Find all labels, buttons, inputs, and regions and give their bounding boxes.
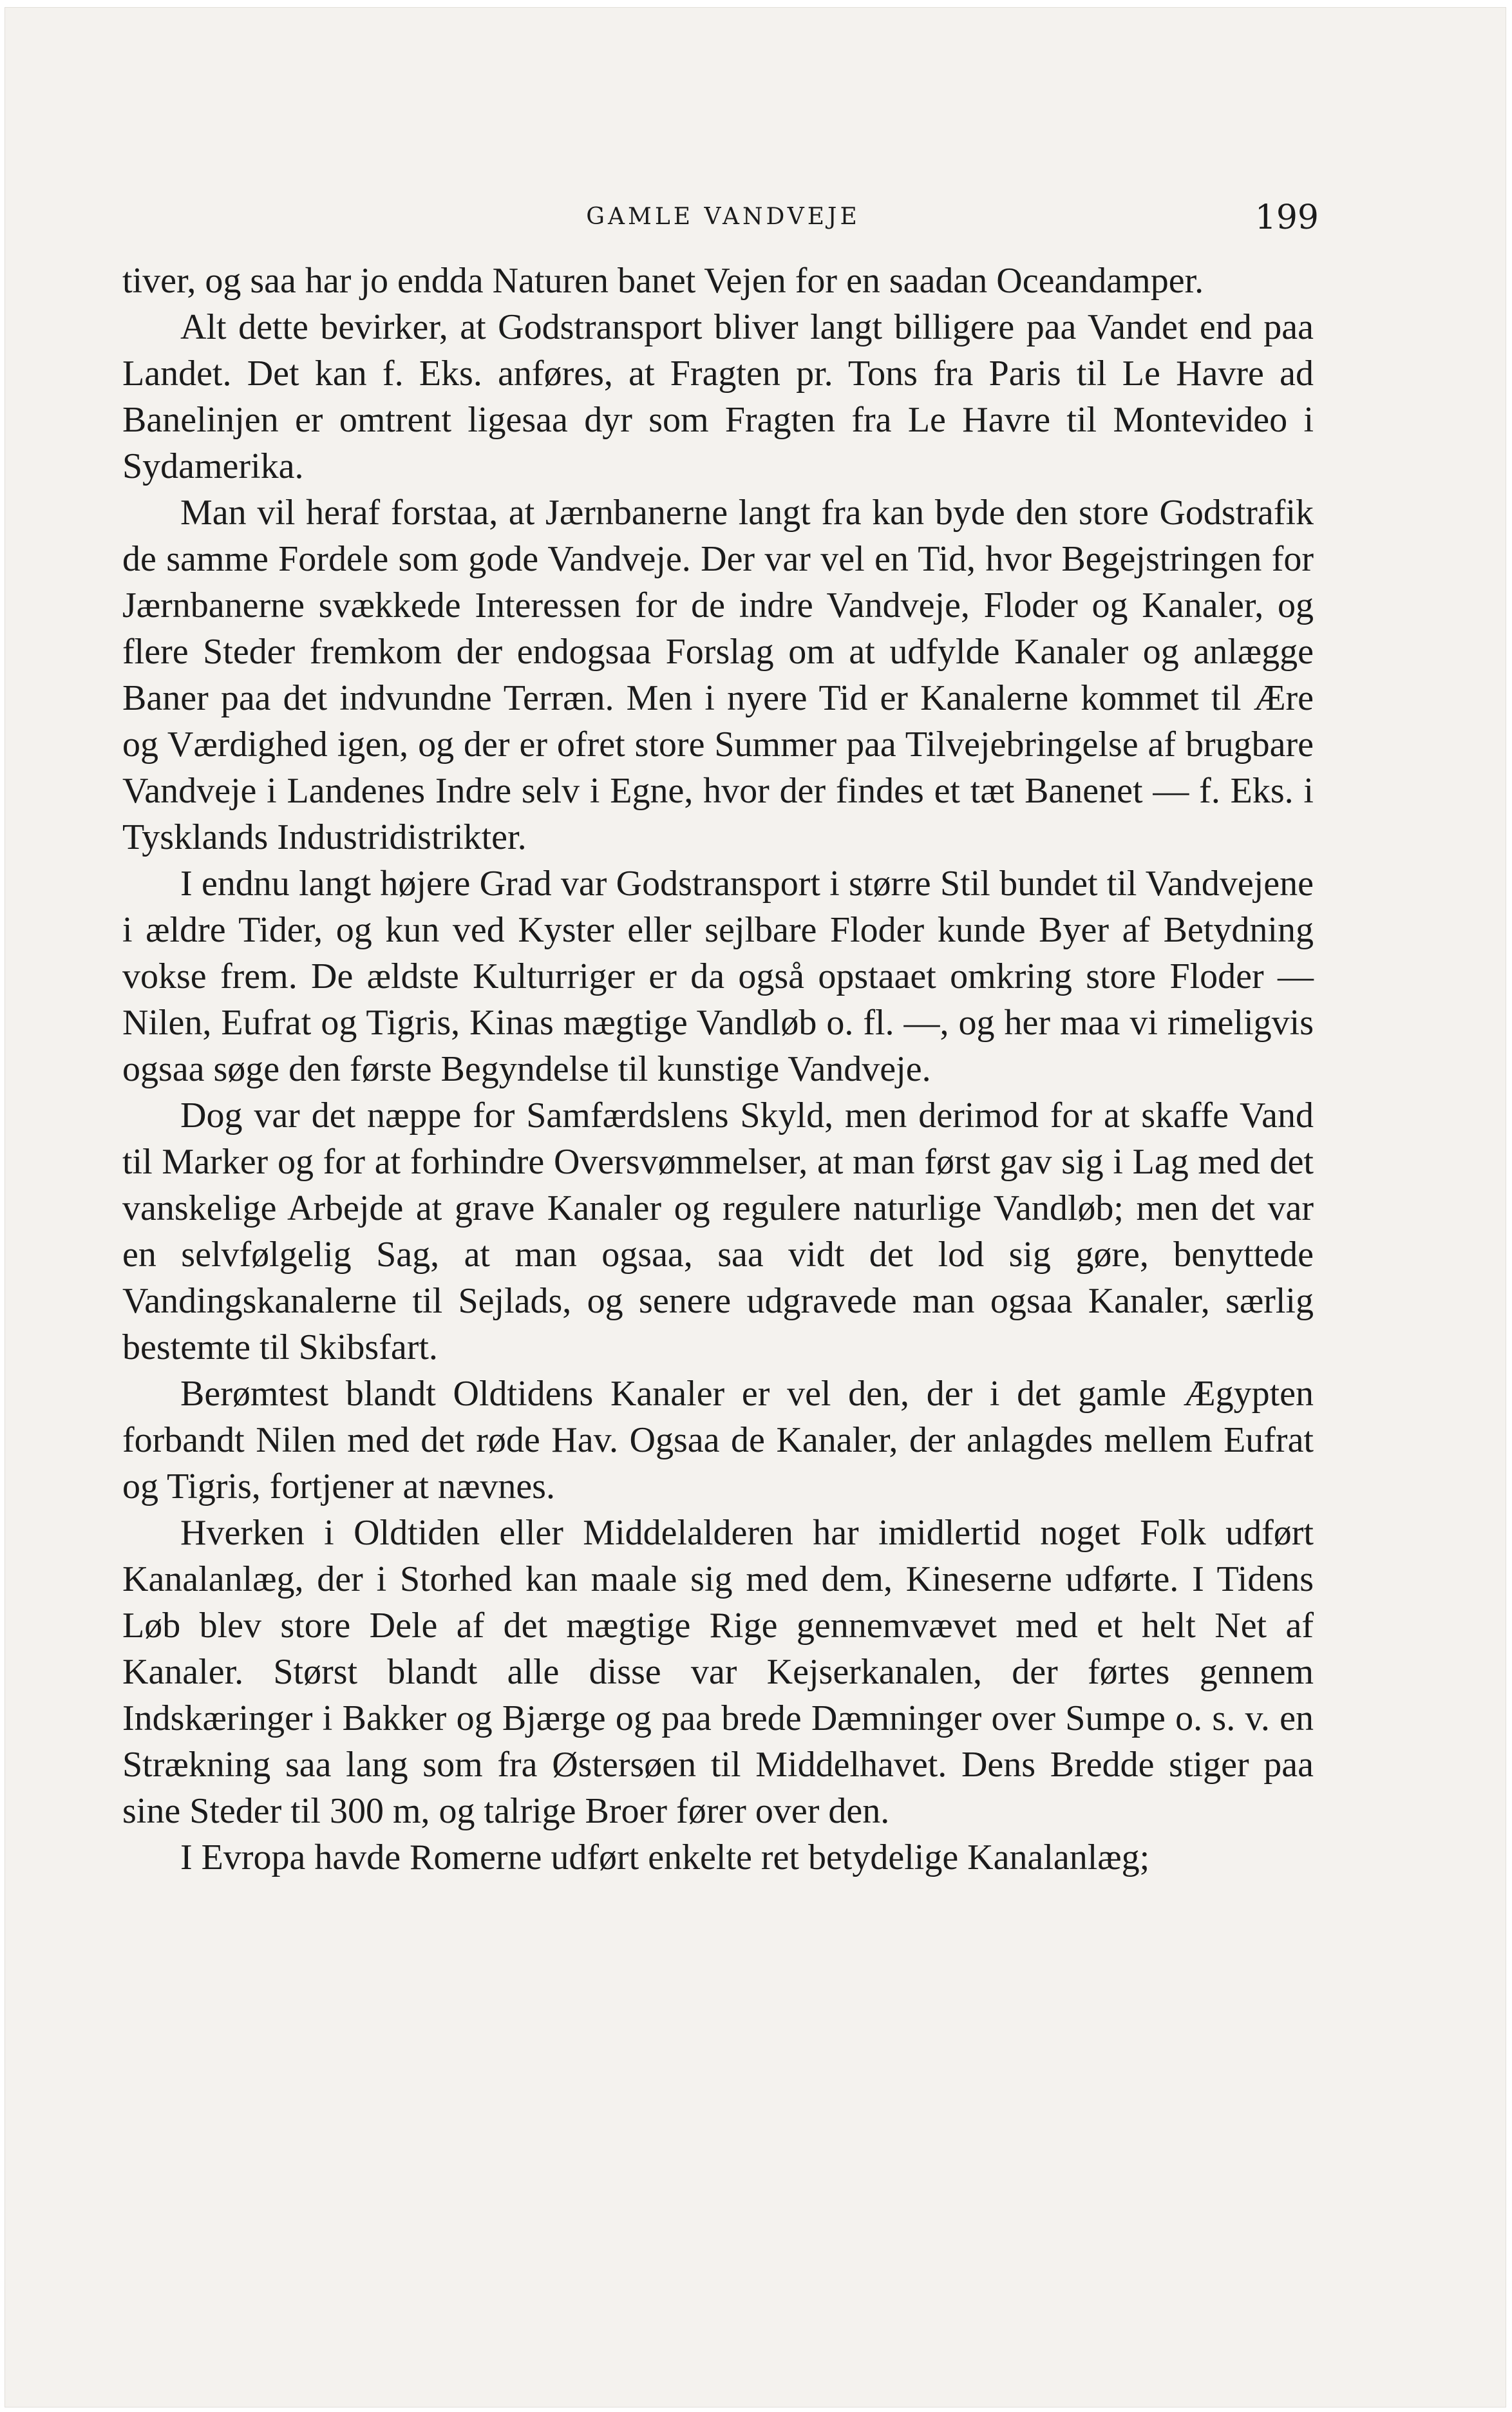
body-text — [122, 258, 1314, 1881]
paragraph-4: I endnu langt højere Grad var Godstransport i større Stil bundet til Vandvejene i ældre Tider, og kun ved Kyster eller sejlbare Floder kunde Byer af Betydning vokse frem. De ældste Kulturriger er da også opstaaet omkring store Floder — Nilen, Eufrat og Tigris, Kinas mægtige Vandløb o. fl. —, og her maa vi rimeligvis ogsaa søge den første Begyndelse til kunstige Vandveje. — [122, 864, 1314, 1089]
page-number: 199 — [1254, 198, 1319, 237]
paragraph-3: Man vil heraf forstaa, at Jærnbanerne langt fra kan byde den store Godstrafik de samme Fordele som gode Vandveje. Der var vel en Tid, hvor Begejstringen for Jærnbanerne svækkede Interessen for de indre Vandveje, Floder og Kanaler, og flere Steder fremkom der endogsaa Forslag om at udfylde Kanaler og anlægge Baner paa det indvundne Terræn. Men i nyere Tid er Kanalerne kommet til Ære og Værdighed igen, og der er ofret store Summer paa Tilvejebringelse af brugbare Vandveje i Landenes Indre selv i Egne, hvor der findes et tæt Banenet — f. Eks. i Tysklands Industridistrikter. — [122, 493, 1314, 857]
paragraph-2: Alt dette bevirker, at Godstransport bliver langt billigere paa Vandet end paa Landet. Det kan f. Eks. anføres, at Fragten pr. Tons fra Paris til Le Havre ad Banelinjen er omtrent ligesaa dyr som Fragten fra Le Havre til Montevideo i Sydamerika. — [122, 307, 1314, 486]
paragraph-1: tiver, og saa har jo endda Naturen banet Vejen for en saadan Oceandamper. — [122, 261, 1204, 301]
running-title: GAMLE VANDVEJE — [586, 204, 860, 230]
paragraph-5: Dog var det næppe for Samfærdslens Skyld, men derimod for at skaffe Vand til Marker og for at forhindre Oversvømmelser, at man først gav sig i Lag med det vanskelige Arbejde at grave Kanaler og regulere naturlige Vandløb; men det var en selvfølgelig Sag, at man ogsaa, saa vidt det lod sig gøre, benyttede Vandingskanalerne til Sejlads, og senere udgravede man ogsaa Kanaler, særlig bestemte til Skibsfart. — [122, 1096, 1314, 1367]
paragraph-8: I Evropa havde Romerne udført enkelte ret betydelige Kanalanlæg; — [180, 1837, 1150, 1877]
page-header — [128, 198, 1319, 243]
paragraph-7: Hverken i Oldtiden eller Middelalderen har imidlertid noget Folk udført Kanalanlæg, der i Storhed kan maale sig med dem, Kineserne udførte. I Tidens Løb blev store Dele af det mægtige Rige gennemvævet med et helt Net af Kanaler. Størst blandt alle disse var Kejserkanalen, der førtes gennem Indskæringer i Bakker og Bjærge og paa brede Dæmninger over Sumpe o. s. v. en Strækning saa lang som fra Østersøen til Middelhavet. Dens Bredde stiger paa sine Steder til 300 m, og talrige Broer fører over den. — [122, 1513, 1314, 1831]
paragraph-6: Berømtest blandt Oldtidens Kanaler er vel den, der i det gamle Ægypten forbandt Nilen med det røde Hav. Ogsaa de Kanaler, der anlagdes mellem Eufrat og Tigris, fortjener at nævnes. — [122, 1374, 1314, 1506]
